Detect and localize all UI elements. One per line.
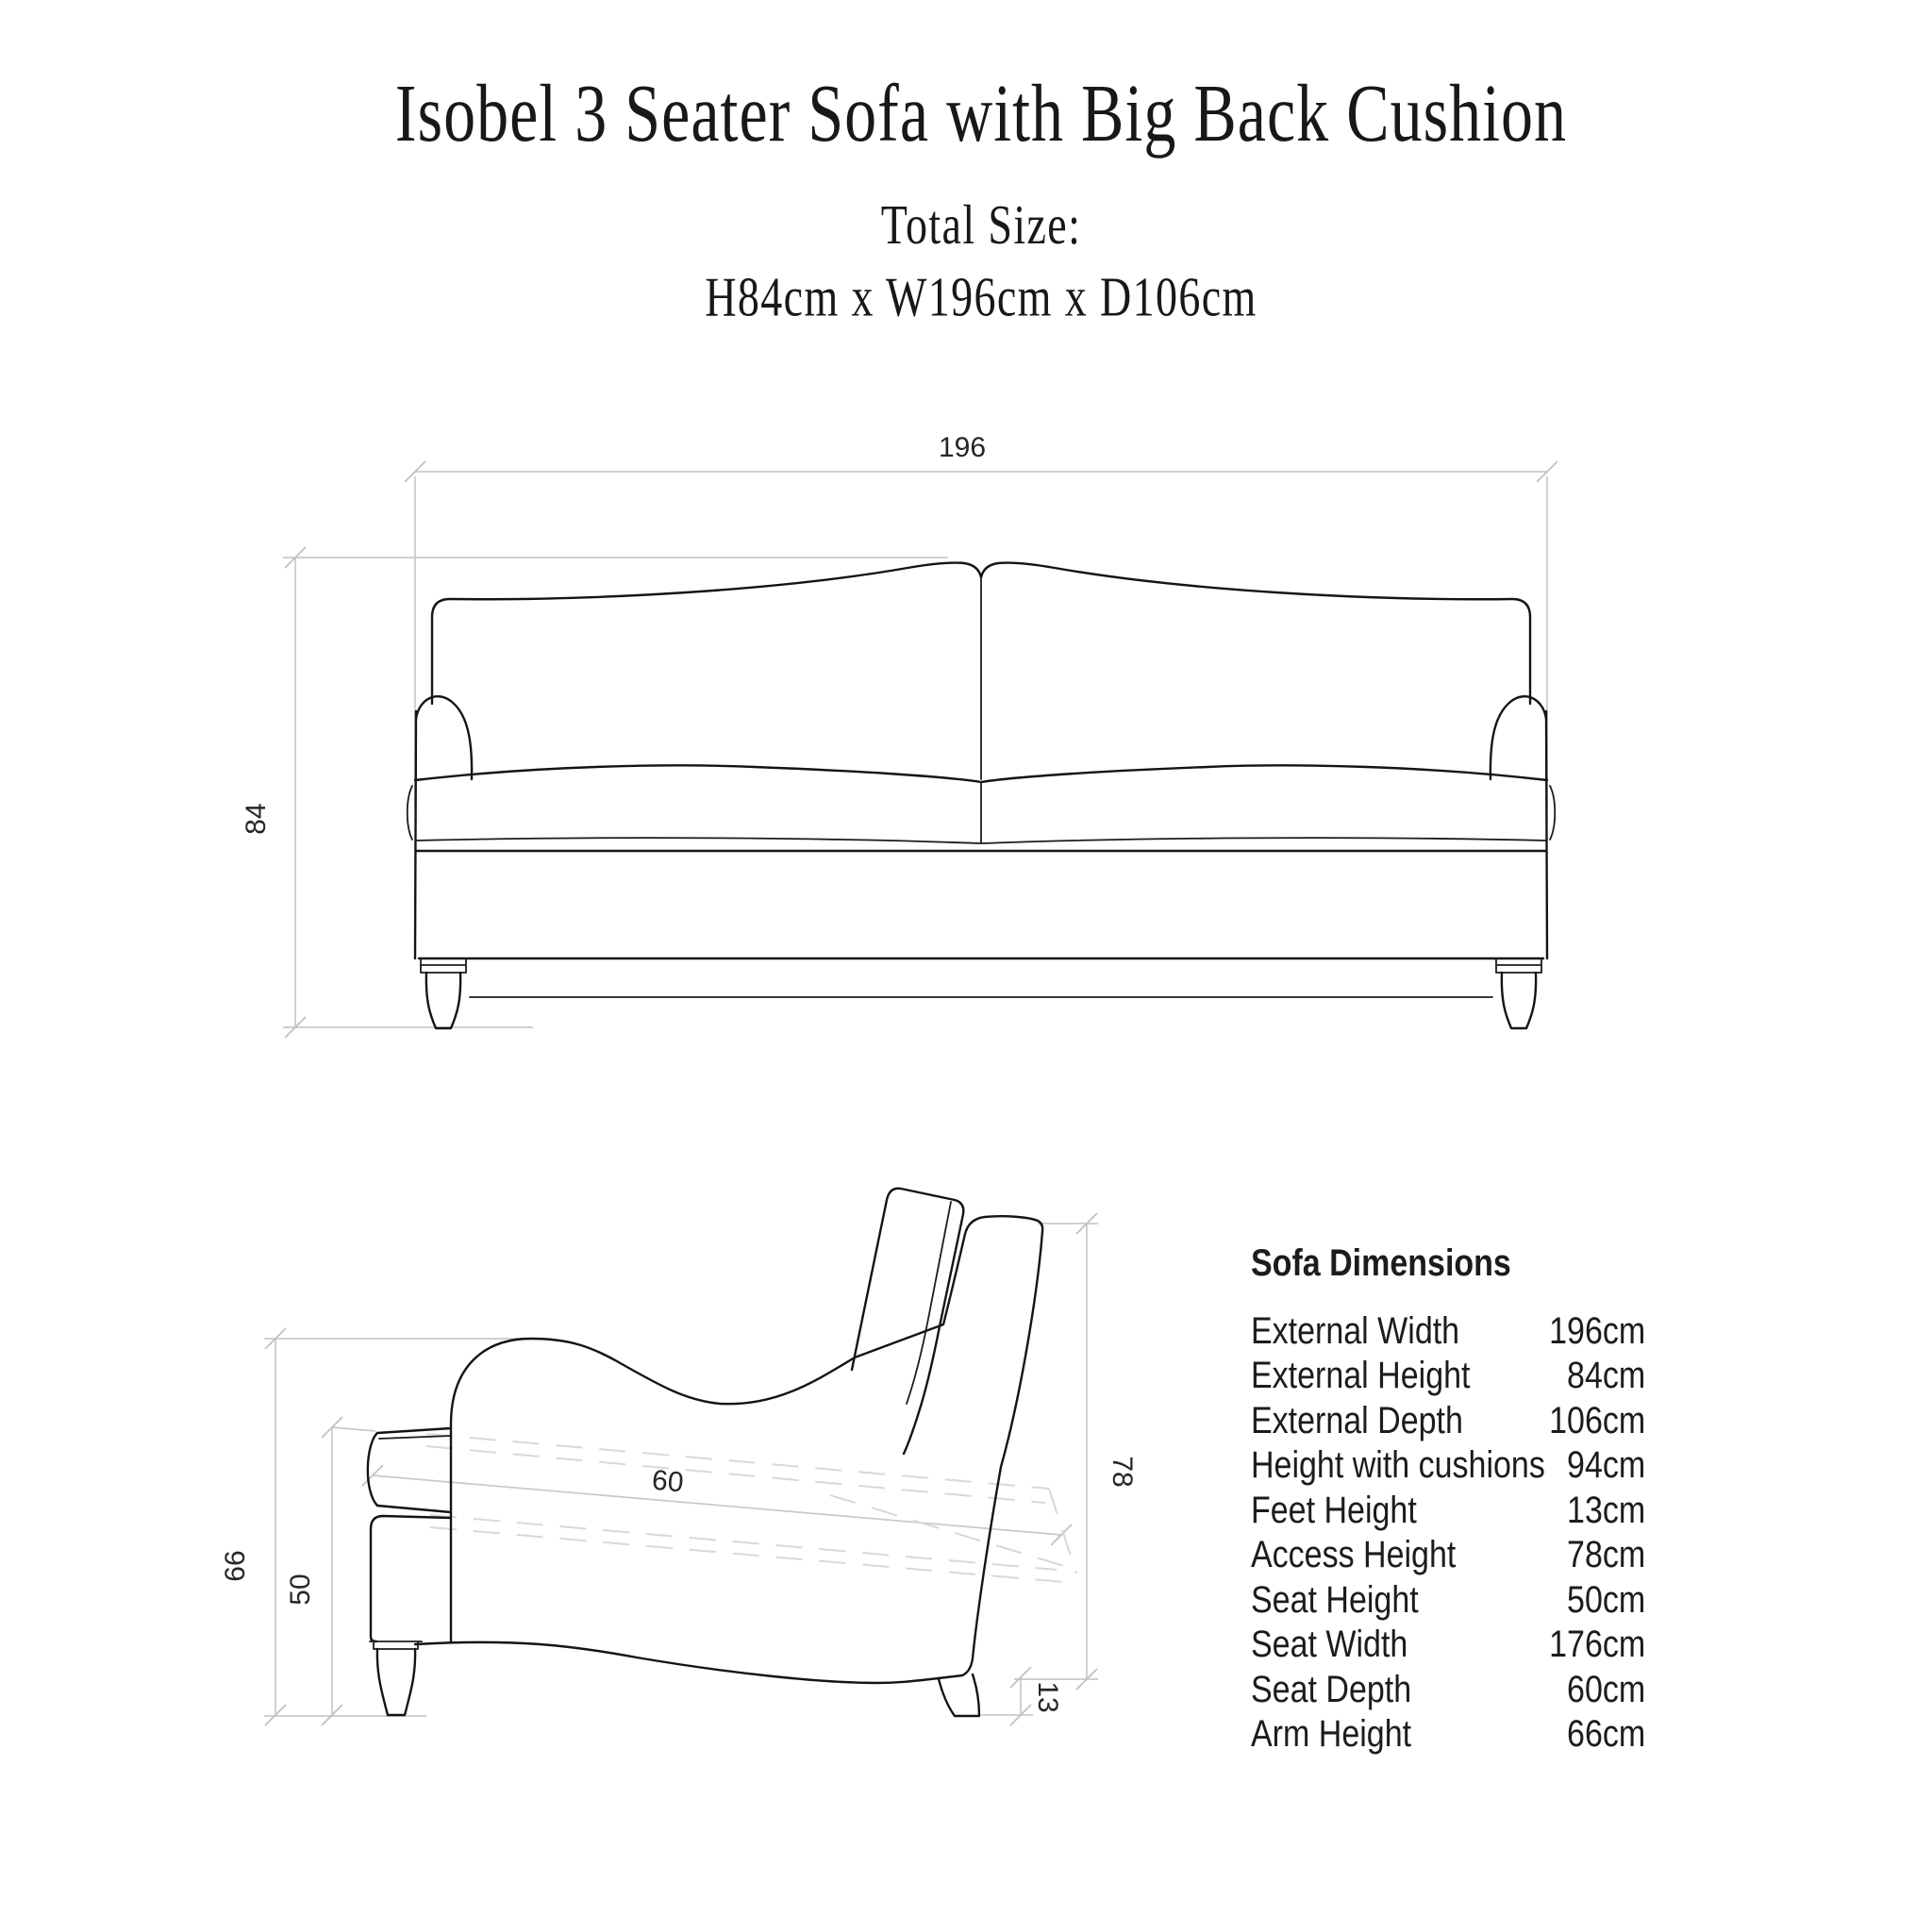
table-row	[1251, 1533, 1645, 1578]
seat-cushion-left-top	[415, 765, 981, 782]
table-row	[1251, 1354, 1645, 1399]
table-row	[1251, 1399, 1645, 1444]
table-row	[1251, 1443, 1645, 1489]
front-view-drawing	[241, 432, 1557, 1038]
seat-cushion-left-end-curve	[408, 786, 412, 840]
front-height-dimension-label: 84	[241, 803, 272, 835]
row-label: Height with cushions	[1251, 1444, 1545, 1486]
row-label: Arm Height	[1251, 1713, 1412, 1755]
right-arm-outline	[1491, 696, 1546, 779]
sofa-front-outline	[408, 563, 1556, 1028]
dimensions-table	[1251, 1241, 1645, 1757]
side-bottom-curve	[415, 1642, 939, 1683]
row-value: 78cm	[1567, 1534, 1646, 1575]
table-row	[1251, 1309, 1645, 1355]
back-cushion-right-outline	[981, 563, 1530, 704]
row-value: 176cm	[1549, 1624, 1646, 1665]
table-row	[1251, 1712, 1645, 1757]
side-front-panel	[371, 1516, 451, 1641]
row-label: External Depth	[1251, 1399, 1463, 1441]
dimensions-table-title: Sofa Dimensions	[1251, 1242, 1511, 1284]
row-label: External Width	[1251, 1309, 1460, 1352]
row-value: 66cm	[1567, 1713, 1646, 1755]
side-back-leg	[939, 1674, 979, 1716]
arm-height-dimension-label: 66	[220, 1550, 251, 1582]
row-label: Seat Depth	[1251, 1668, 1412, 1710]
seat-cushion-left-bottom	[416, 838, 980, 843]
side-view-drawing	[220, 1189, 1138, 1725]
right-side-edge	[1546, 711, 1547, 958]
left-arm-outline	[416, 696, 472, 779]
row-label: Feet Height	[1251, 1489, 1417, 1531]
seat-depth-dimension-label: 60	[650, 1464, 685, 1499]
row-label: Access Height	[1251, 1534, 1457, 1575]
row-value: 60cm	[1567, 1668, 1646, 1710]
side-arm-cap	[368, 1428, 451, 1512]
seat-cushion-right-top	[981, 765, 1547, 782]
row-value: 50cm	[1567, 1578, 1646, 1621]
access-height-dimension-label: 78	[1107, 1456, 1138, 1488]
dimension-ticks	[285, 461, 1557, 1038]
left-side-edge	[415, 711, 416, 958]
row-value: 84cm	[1567, 1355, 1646, 1396]
row-value: 196cm	[1549, 1309, 1646, 1352]
side-front-leg	[370, 1641, 422, 1715]
front-width-dimension-label: 196	[938, 432, 987, 463]
front-view-dimension-lines	[241, 432, 1557, 1038]
row-label: External Height	[1251, 1355, 1471, 1396]
row-label: Seat Width	[1251, 1624, 1408, 1665]
back-cushion-left-outline	[432, 563, 981, 704]
total-size-value: H84cm x W196cm x D106cm	[705, 266, 1257, 328]
row-value: 106cm	[1549, 1399, 1646, 1441]
seat-cushion-right-bottom	[982, 838, 1546, 843]
total-size-label: Total Size:	[880, 193, 1082, 256]
front-left-foot	[421, 958, 466, 1028]
seat-height-dimension-label: 50	[285, 1574, 316, 1606]
row-label: Seat Height	[1251, 1578, 1419, 1621]
feet-height-dimension-label: 13	[1032, 1681, 1063, 1713]
table-row	[1251, 1578, 1645, 1624]
table-row	[1251, 1623, 1645, 1668]
table-row	[1251, 1489, 1645, 1534]
sofa-side-outline	[368, 1189, 1042, 1716]
row-value: 94cm	[1567, 1444, 1646, 1486]
side-silhouette	[451, 1216, 1042, 1678]
table-row	[1251, 1668, 1645, 1713]
row-value: 13cm	[1567, 1489, 1646, 1531]
page-title: Isobel 3 Seater Sofa with Big Back Cushion	[394, 66, 1568, 159]
front-right-foot	[1496, 958, 1541, 1028]
side-back-cushion	[852, 1189, 963, 1454]
seat-cushion-right-end-curve	[1550, 786, 1555, 840]
